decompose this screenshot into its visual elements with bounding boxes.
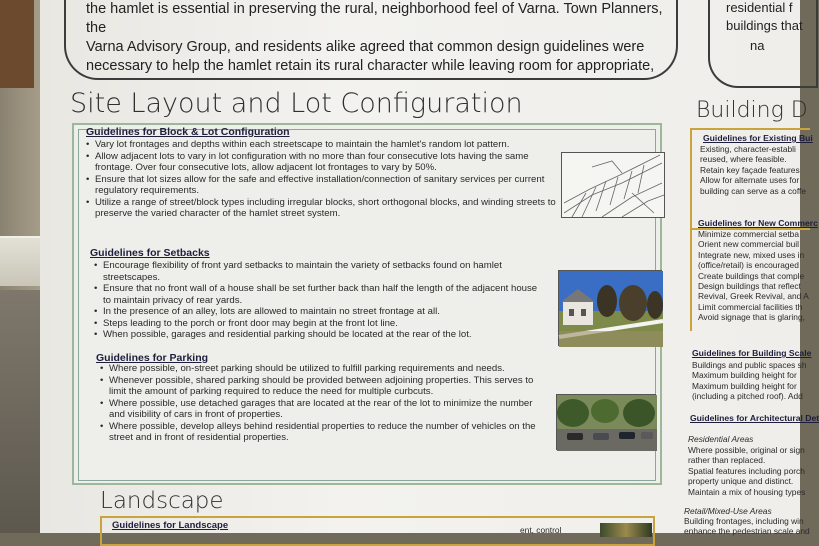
setbacks-title: Guidelines for Setbacks [90,247,210,259]
right-bubble-line: buildings that [726,18,803,33]
list-item: • Allow adjacent lots to vary in lot configuration with no more than four consecutive lots having the same frontage. Over four consecutive lots, allow adjacent lot frontages to vary by 50%. [86,151,558,174]
mixed-use-text: Building frontages, including win enhance the pedestrian scale and [684,516,810,537]
block-lot-title: Guidelines for Block & Lot Configuration [86,126,290,138]
residential-areas-text: Where possible, original or sign rather than replaced. Spatial features including porch property unique and distinct. Maintain a mix of housing types [688,445,806,497]
right-intro-bubble [708,0,818,88]
existing-buildings-text: Existing, character-establi reused, where feasible. Retain key façade features Allow for alternate uses for building can serve as a coffe [700,144,806,196]
residential-areas-label: Residential Areas [688,434,754,444]
right-bubble-line: residential f [726,0,793,15]
landscape-guidelines-title: Guidelines for Landscape [112,520,229,531]
existing-buildings-title: Guidelines for Existing Bui [703,133,813,143]
list-item: • Ensure that lot sizes allow for the safe and effective installation/connection of sanitary services per current regulatory requirements. [86,174,558,197]
list-item: • Steps leading to the porch or front door may begin at the front lot line. [94,318,542,330]
building-title: Building D [696,98,808,123]
parking-list [100,363,550,444]
site-layout-title: Site Layout and Lot Configuration [70,88,523,119]
commercial-title: Guidelines for New Commerc [698,218,818,228]
list-item: • Encourage flexibility of front yard setbacks to maintain the variety of setbacks found on hamlet streetscapes. [94,260,542,283]
list-item: • Where possible, develop alleys behind residential properties to reduce the number of vehicles on the street and in front of residential properties. [100,421,550,444]
building-scale-title: Guidelines for Building Scale [692,348,812,358]
parking-title: Guidelines for Parking [96,352,209,364]
list-item: • Ensure that no front wall of a house shall be set further back than half the length of the adjacent house to maintain privacy of rear yards. [94,283,542,306]
list-item: • When possible, garages and residential parking should be located at the rear of the lot. [94,329,542,341]
block-lot-list [86,139,558,220]
commercial-text: Minimize commercial setba Orient new commercial buil Integrate new, mixed uses in (office/retail) is encouraged Create buildings that comple Design buildings that reflect Revival, Greek Revival, and A Limit commercial facilities th Avoid signage that is glaring, [698,229,809,323]
street-parking-photo [556,394,656,450]
list-item: • Where possible, on-street parking should be utilized to fulfill parking requirements and needs. [100,363,550,375]
lot-map-image [561,152,665,218]
mixed-use-label: Retail/Mixed-Use Areas [684,506,772,516]
house-photo [558,270,662,346]
building-scale-text: Buildings and public spaces sh Maximum building height for Maximum building height for (including a pitched roof). Add [692,360,807,402]
list-item: • Whenever possible, shared parking should be provided between adjoining properties. This serves to limit the amount of parking required to reduce the need for multiple curbcuts. [100,375,550,398]
intro-text: the hamlet is essential in preserving the rural, neighborhood feel of Varna. Town Planners, the Varna Advisory Group, and residents alike agreed that common design guidelines were necessary to help the hamlet retain its rural character while leaving room for appropriate, [86,1,663,74]
list-item: • Vary lot frontages and depths within each streetscape to maintain the hamlet's random lot pattern. [86,139,558,151]
list-item: • Where possible, use detached garages that are located at the rear of the lot to minimize the number and visibility of cars in front of properties. [100,398,550,421]
setbacks-list [94,260,542,341]
right-bubble-line: na [750,38,765,53]
architectural-title: Guidelines for Architectural Det [690,413,819,423]
list-item: • Utilize a range of street/block types including irregular blocks, short orthogonal blocks, and winding streets to preserve the varied character of the hamlet street system. [86,197,558,220]
picture-frame-edge [0,0,34,88]
landscape-photo [600,523,652,537]
list-item: • In the presence of an alley, lots are allowed to maintain no street frontage at all. [94,306,542,318]
landscape-fragment: ent, control [520,525,562,535]
landscape-title: Landscape [100,488,224,514]
intro-bubble [64,0,678,80]
